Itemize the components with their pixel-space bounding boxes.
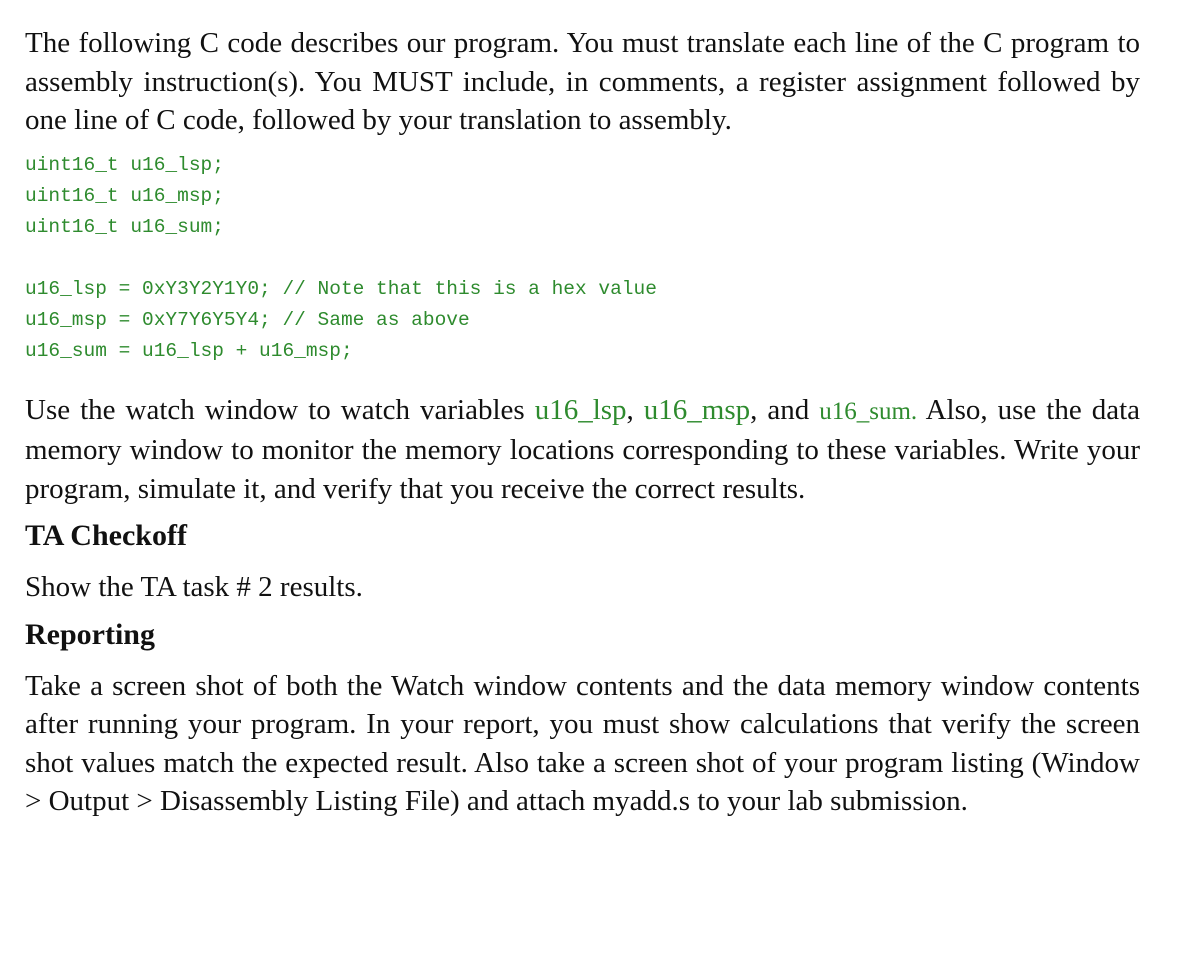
document-page <box>25 24 1140 821</box>
code-line-declaration: uint16_t u16_msp; <box>25 184 224 207</box>
code-line-statement: u16_lsp = 0xY3Y2Y1Y0; // Note that this is a hex value <box>25 277 657 300</box>
ta-checkoff-text: Show the TA task # 2 results. <box>25 571 363 603</box>
code-line-statement: u16_msp = 0xY7Y6Y5Y4; // Same as above <box>25 308 470 331</box>
separator: , and <box>750 393 820 426</box>
code-blank-line <box>25 243 1140 274</box>
variable-sum: u16_sum. <box>819 397 918 425</box>
separator: , <box>626 393 644 426</box>
watch-text-start: Use the watch window to watch variables <box>25 393 535 426</box>
code-line-declaration: uint16_t u16_lsp; <box>25 153 224 176</box>
variable-msp: u16_msp <box>643 393 751 426</box>
watch-text-end: Also, use the data memory window to monitor the memory locations corresponding to these variables. Write your program, simulate it, and verify that you receive the correct results. <box>25 393 1141 505</box>
code-block <box>25 150 1140 367</box>
code-line-declaration: uint16_t u16_sum; <box>25 215 224 238</box>
reporting-paragraph: Take a screen shot of both the Watch window contents and the data memory window contents after running your program. In your report, you must show calculations that verify the screen shot values match the expected result. Also take a screen shot of your program listing (Window > Output > Disassembly Listing File) and attach myadd.s to your lab submission. <box>25 669 1140 817</box>
ta-checkoff-heading: TA Checkoff <box>25 519 187 552</box>
intro-paragraph: The following C code describes our program. You must translate each line of the C program to assembly instruction(s). You MUST include, in comments, a register assignment followed by one line of C code, followed by your translation to assembly. <box>25 27 1140 136</box>
watch-paragraph <box>25 391 1140 509</box>
reporting-heading: Reporting <box>25 617 155 651</box>
code-line-statement: u16_sum = u16_lsp + u16_msp; <box>25 339 353 362</box>
variable-lsp: u16_lsp <box>534 393 627 426</box>
